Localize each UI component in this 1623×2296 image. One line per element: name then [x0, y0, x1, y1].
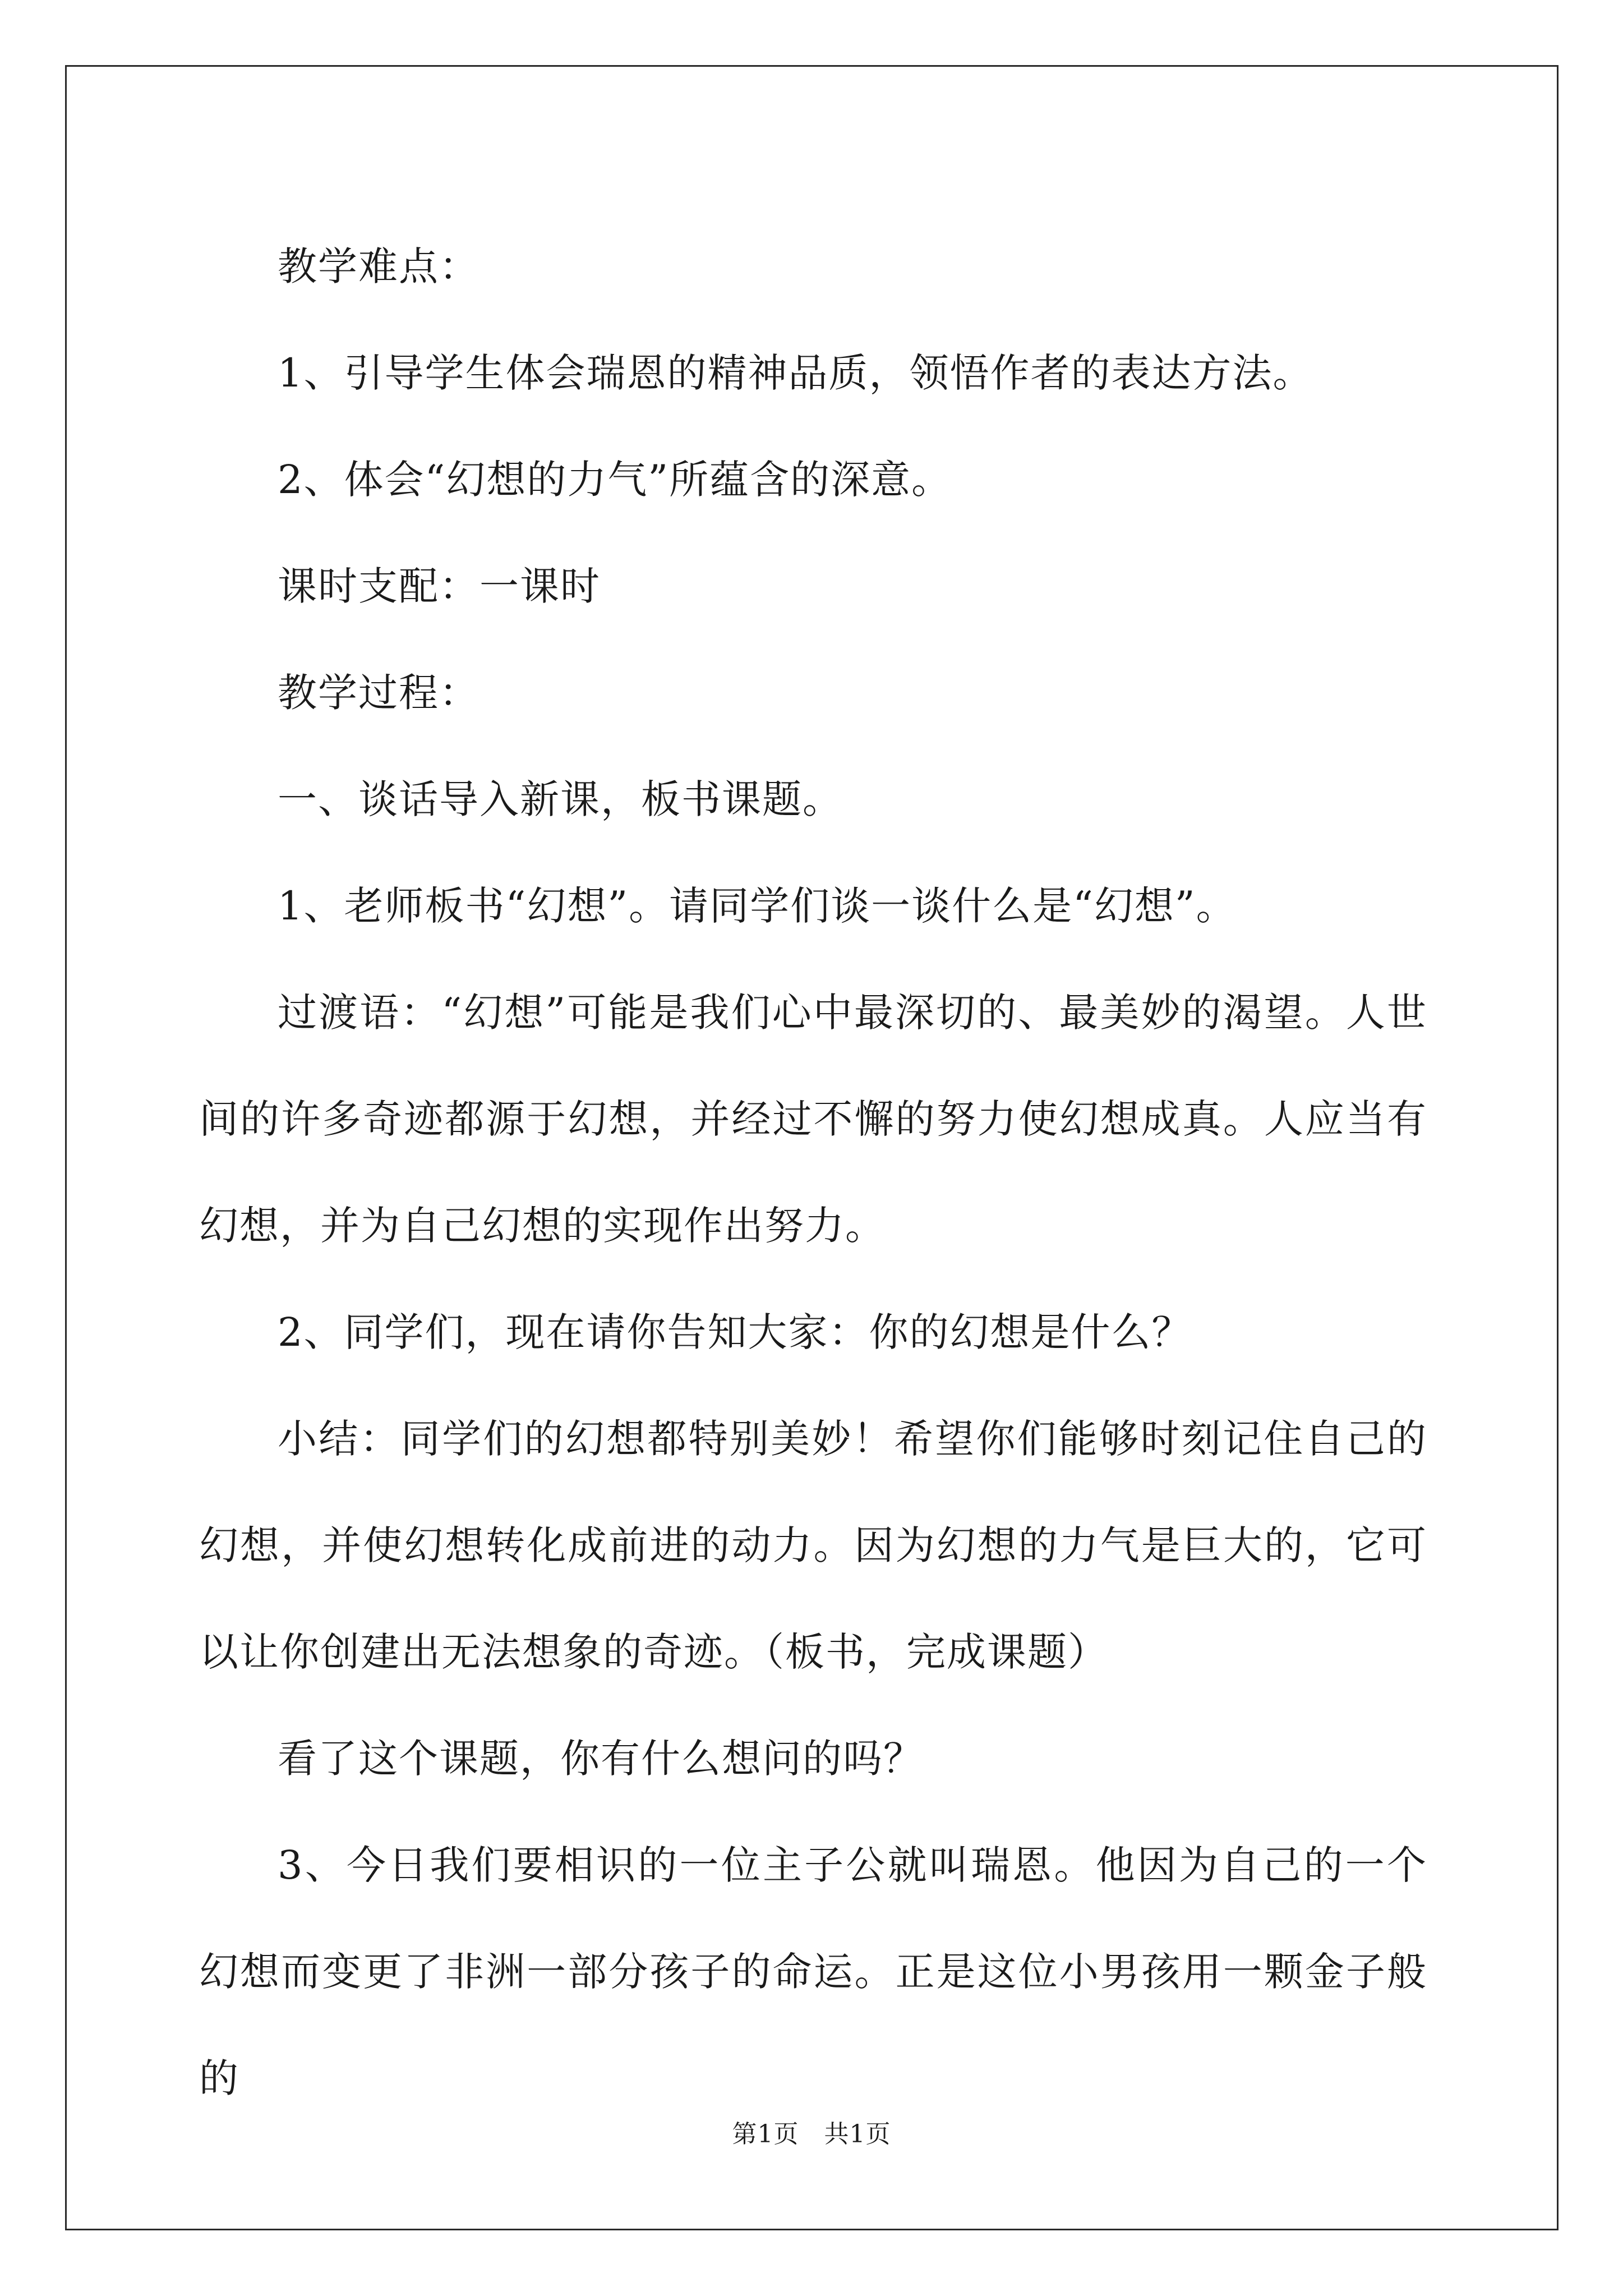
paragraph-class-hours: 课时支配：一课时	[278, 563, 601, 609]
paragraph-difficulty-1: 1、引导学生体会瑞恩的精神品质，领悟作者的表达方法。	[278, 350, 1313, 396]
paragraph-summary: 小结：同学们的幻想都特别美妙！希望你们能够时刻记住自己的幻想，并使幻想转化成前进的动力。因为幻想的力气是巨大的，它可以让你创建出无法想象的奇迹。（板书，完成课题）	[199, 1416, 1427, 1675]
paragraph-difficulty-heading: 教学难点：	[278, 243, 479, 289]
paragraph-transition: 过渡语：“幻想”可能是我们心中最深切的、最美妙的渴望。人世间的许多奇迹都源于幻想，并经过不懈的努力使幻想成真。人应当有幻想，并为自己幻想的实现作出努力。	[199, 990, 1427, 1249]
document-body	[199, 213, 1427, 2132]
paragraph-process-heading: 教学过程：	[278, 670, 479, 716]
paragraph-question: 看了这个课题，你有什么想问的吗？	[278, 1736, 924, 1782]
paragraph-step-1: 1、老师板书“幻想”。请同学们谈一谈什么是“幻想”。	[278, 883, 1237, 929]
paragraph-difficulty-2: 2、体会“幻想的力气”所蕴含的深意。	[278, 457, 952, 503]
paragraph-step-3: 3、今日我们要相识的一位主子公就叫瑞恩。他因为自己的一个幻想而变更了非洲一部分孩子的命运。正是这位小男孩用一颗金子般的	[199, 1842, 1427, 2101]
paragraph-step-2: 2、同学们，现在请你告知大家：你的幻想是什么？	[278, 1309, 1192, 1355]
paragraph-section-one: 一、谈话导入新课，板书课题。	[278, 776, 843, 822]
page-number-footer: 第1页 共1页	[732, 2120, 891, 2148]
